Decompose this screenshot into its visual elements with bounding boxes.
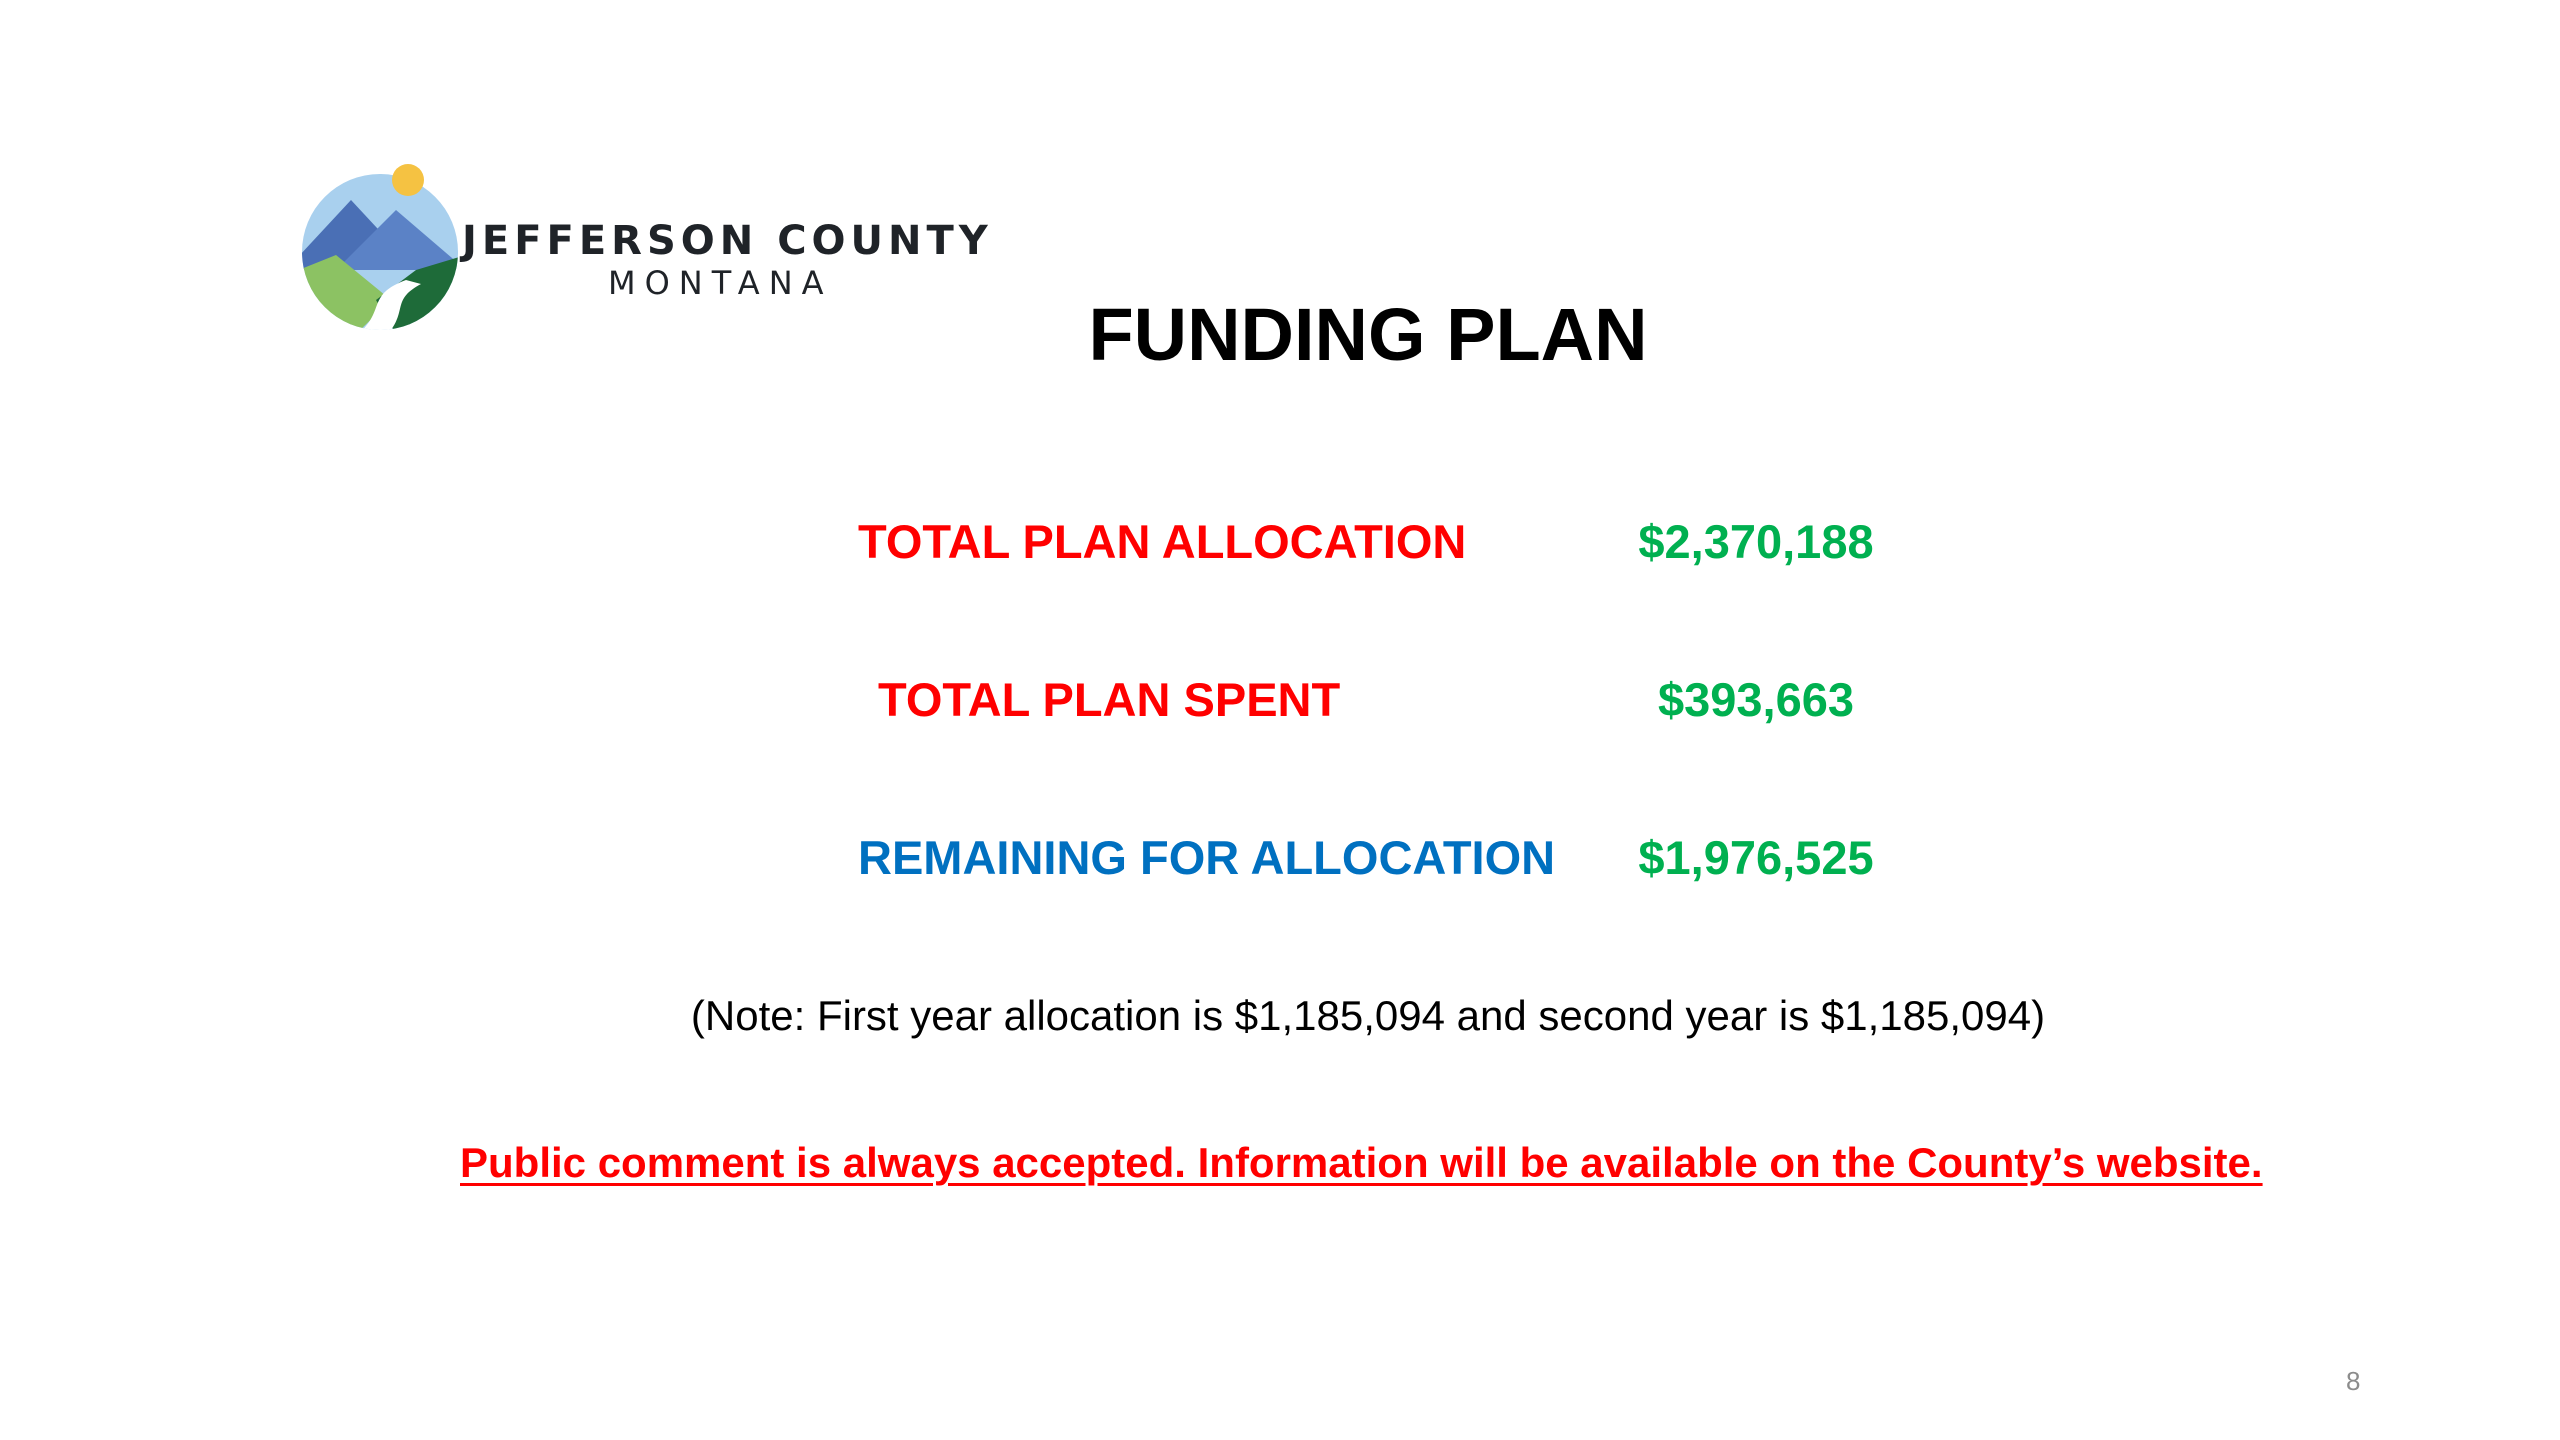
logo-sun — [392, 164, 424, 196]
total-plan-spent-value: $393,663 — [1657, 673, 1855, 726]
allocation-note: (Note: First year allocation is $1,185,094 and second year is $1,185,094) — [690, 992, 2046, 1039]
remaining-for-allocation-value: $1,976,525 — [1638, 831, 1874, 884]
total-plan-allocation-label: TOTAL PLAN ALLOCATION — [858, 515, 1467, 568]
page-title: FUNDING PLAN — [1088, 293, 1648, 376]
remaining-for-allocation-label: REMAINING FOR ALLOCATION — [858, 831, 1556, 884]
brand-state: MONTANA — [608, 264, 833, 302]
page-number: 8 — [2346, 1366, 2361, 1396]
total-plan-spent-label: TOTAL PLAN SPENT — [878, 673, 1341, 726]
brand-name: JEFFERSON COUNTY — [462, 218, 993, 264]
public-comment-notice: Public comment is always accepted. Information will be available on the County’s website. — [460, 1139, 2263, 1186]
total-plan-allocation-value: $2,370,188 — [1638, 515, 1874, 568]
